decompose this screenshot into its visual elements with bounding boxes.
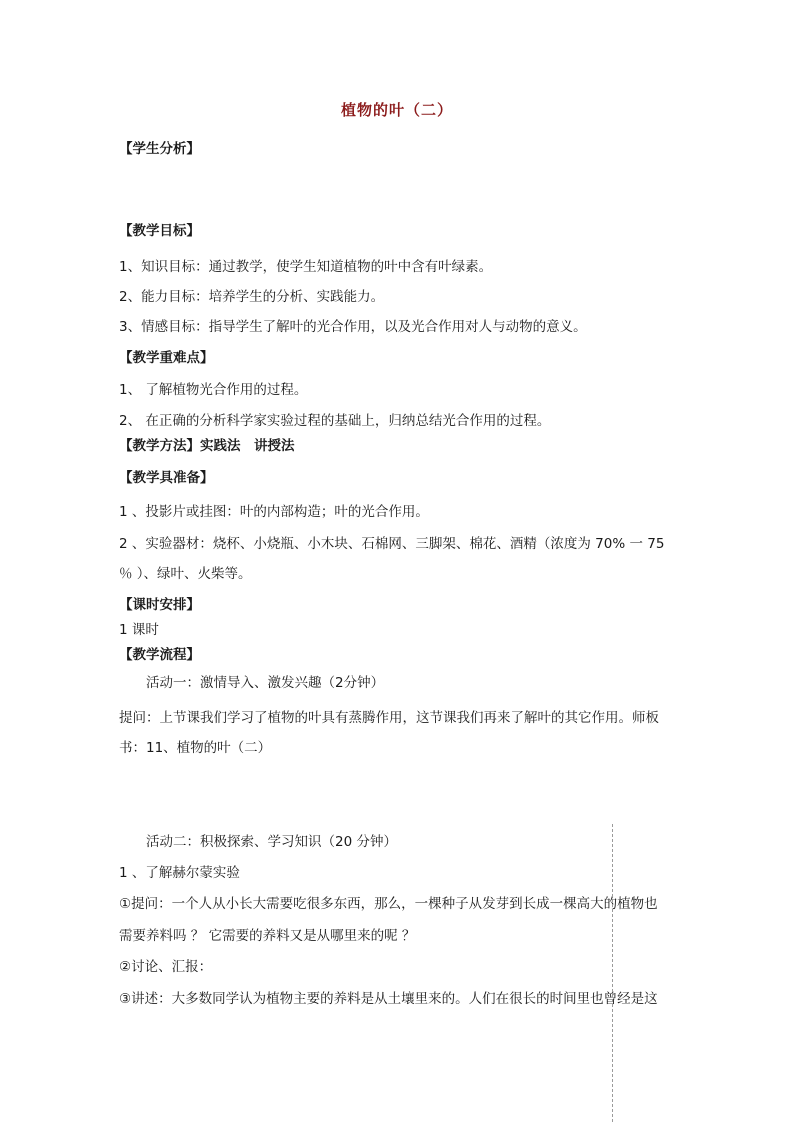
equipment-heading: 【教学具准备】 <box>119 470 214 486</box>
helmont-line: ①提问：一个人从小长大需要吃很多东西，那么，一棵种子从发芽到长成一棵高大的植物也 <box>119 896 658 912</box>
schedule-text: 1 课时 <box>119 622 159 638</box>
equipment-item: 2 、实验器材：烧杯、小烧瓶、小木块、石棉网、三脚架、棉花、酒精（浓度为 70% 一 75 <box>119 536 665 552</box>
helmont-heading: 1 、了解赫尔蒙实验 <box>119 865 240 881</box>
helmont-line: 需要养料吗 ？ 它需要的养料又是从哪里来的呢 ？ <box>119 928 416 944</box>
question-line: 提问：上节课我们学习了植物的叶具有蒸腾作用，这节课我们再来了解叶的其它作用。师板 <box>119 710 659 726</box>
objectives-heading: 【教学目标】 <box>119 223 200 239</box>
activity-two: 活动二：积极探索、学习知识（20 分钟） <box>146 834 397 850</box>
activity-one: 活动一：激情导入、激发兴趣（2分钟） <box>146 675 385 691</box>
equipment-item: 1 、投影片或挂图：叶的内部构造；叶的光合作用。 <box>119 504 429 520</box>
objective-item: 1、知识目标：通过教学，使学生知道植物的叶中含有叶绿素。 <box>119 259 493 275</box>
schedule-heading: 【课时安排】 <box>119 597 200 613</box>
methods-line: 【教学方法】实践法 讲授法 <box>119 438 295 454</box>
margin-divider <box>612 824 613 1122</box>
helmont-line: ③讲述：大多数同学认为植物主要的养料是从土壤里来的。人们在很长的时间里也曾经是这 <box>119 991 658 1007</box>
objective-item: 3、情感目标：指导学生了解叶的光合作用，以及光合作用对人与动物的意义。 <box>119 319 587 335</box>
process-heading: 【教学流程】 <box>119 647 200 663</box>
helmont-line: ②讨论、汇报： <box>119 959 213 975</box>
document-title: 植物的叶（二） <box>340 101 453 119</box>
key-point-item: 1、 了解植物光合作用的过程。 <box>119 382 308 398</box>
key-points-heading: 【教学重难点】 <box>119 350 214 366</box>
student-analysis-heading: 【学生分析】 <box>119 141 200 157</box>
key-point-item: 2、 在正确的分析科学家实验过程的基础上，归纳总结光合作用的过程。 <box>119 413 551 429</box>
equipment-item-continued: ％ ）、绿叶、火柴等。 <box>119 566 252 582</box>
question-line: 书：11、植物的叶（二） <box>119 740 272 756</box>
objective-item: 2、能力目标：培养学生的分析、实践能力。 <box>119 289 385 305</box>
